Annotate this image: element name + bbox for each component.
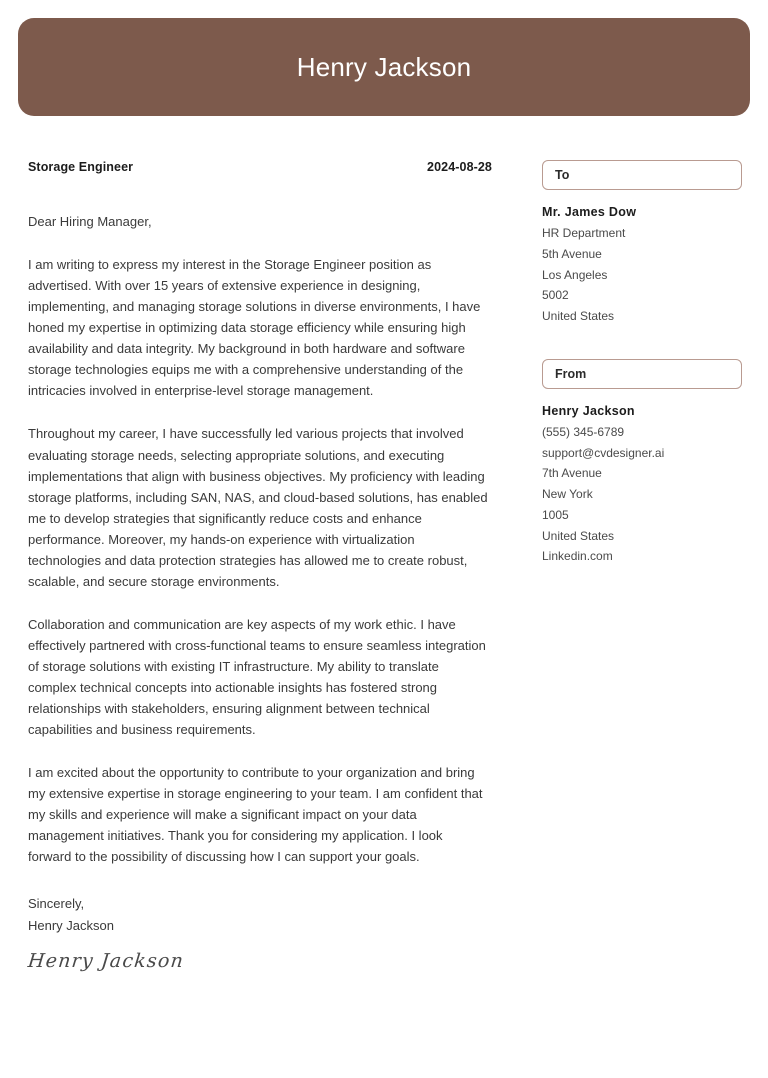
header-banner [18, 18, 750, 116]
letter-meta-row [28, 160, 492, 174]
closing-block [28, 893, 492, 936]
recipient-address [542, 202, 752, 327]
letter-date: 2024-08-28 [427, 160, 492, 174]
recipient-line: HR Department [542, 226, 626, 240]
closing-word: Sincerely, [28, 896, 85, 912]
page-title: Henry Jackson [296, 52, 472, 82]
recipient-line: 5th Avenue [542, 246, 602, 261]
recipient-line: 5002 [542, 288, 569, 303]
sender-email: support@cvdesigner.ai [542, 445, 665, 460]
recipient-line: Los Angeles [542, 267, 608, 282]
body-paragraph: Collaboration and communication are key aspects of my work ethic. I have effectively partnered with cross-functional teams to ensure seamless integration of storage solutions with existing IT infrastructure. My ability to translate complex technical concepts into actionable insights has fostered strong relationships with stakeholders, ensuring alignment between technical capabilities and business requirements. [28, 616, 486, 738]
job-title: Storage Engineer [28, 160, 134, 174]
signature: Henry Jackson [26, 950, 186, 973]
body-paragraph: I am writing to express my interest in the Storage Engineer position as advertised. With over 15 years of extensive experience in designing, implementing, and managing storage solutions in diverse environments, I have honed my expertise in optimizing data storage efficiency while ensuring high availability and data integrity. My background in both hardware and software storage technologies equips me with a comprehensive understanding of the intricacies involved in enterprise-level storage management. [28, 257, 481, 399]
body-paragraph: I am excited about the opportunity to contribute to your organization and bring my extensive expertise in storage engineering to your team. I am confident that my skills and experience will make a significant impact on your data management initiatives. Thank you for considering my application. I look forward to the possibility of discussing how I can support your goals. [28, 765, 483, 865]
body-paragraph: Throughout my career, I have successfully led various projects that involved evaluating storage needs, selecting appropriate solutions, and executing implementations that align with business objectives. My proficiency with leading storage platforms, including SAN, NAS, and cloud-based solutions, has enabled me to develop strategies that significantly reduce costs and enhance performance. Moreover, my hands-on experience with virtualization technologies and data protection strategies has allowed me to create robust, scalable, and secure storage environments. [28, 426, 488, 589]
sender-line: New York [542, 487, 593, 501]
closing-name: Henry Jackson [28, 917, 114, 933]
sender-line: 1005 [542, 507, 569, 522]
sender-website: Linkedin.com [542, 549, 613, 564]
recipient-name: Mr. James Dow [542, 205, 637, 219]
sender-line: United States [542, 528, 615, 543]
to-label: To [555, 168, 570, 182]
recipient-line: United States [542, 309, 615, 323]
from-section [542, 359, 740, 567]
from-label: From [555, 366, 587, 381]
from-label-box [542, 359, 742, 389]
sender-name: Henry Jackson [542, 403, 635, 418]
letter-column [0, 160, 492, 972]
letter-content [0, 160, 768, 972]
sender-line: 7th Avenue [542, 466, 602, 481]
sender-phone: (555) 345-6789 [542, 424, 625, 439]
to-label-box [542, 160, 742, 190]
salutation: Dear Hiring Manager, [28, 214, 152, 229]
sender-address [542, 401, 752, 567]
address-column [492, 160, 768, 567]
